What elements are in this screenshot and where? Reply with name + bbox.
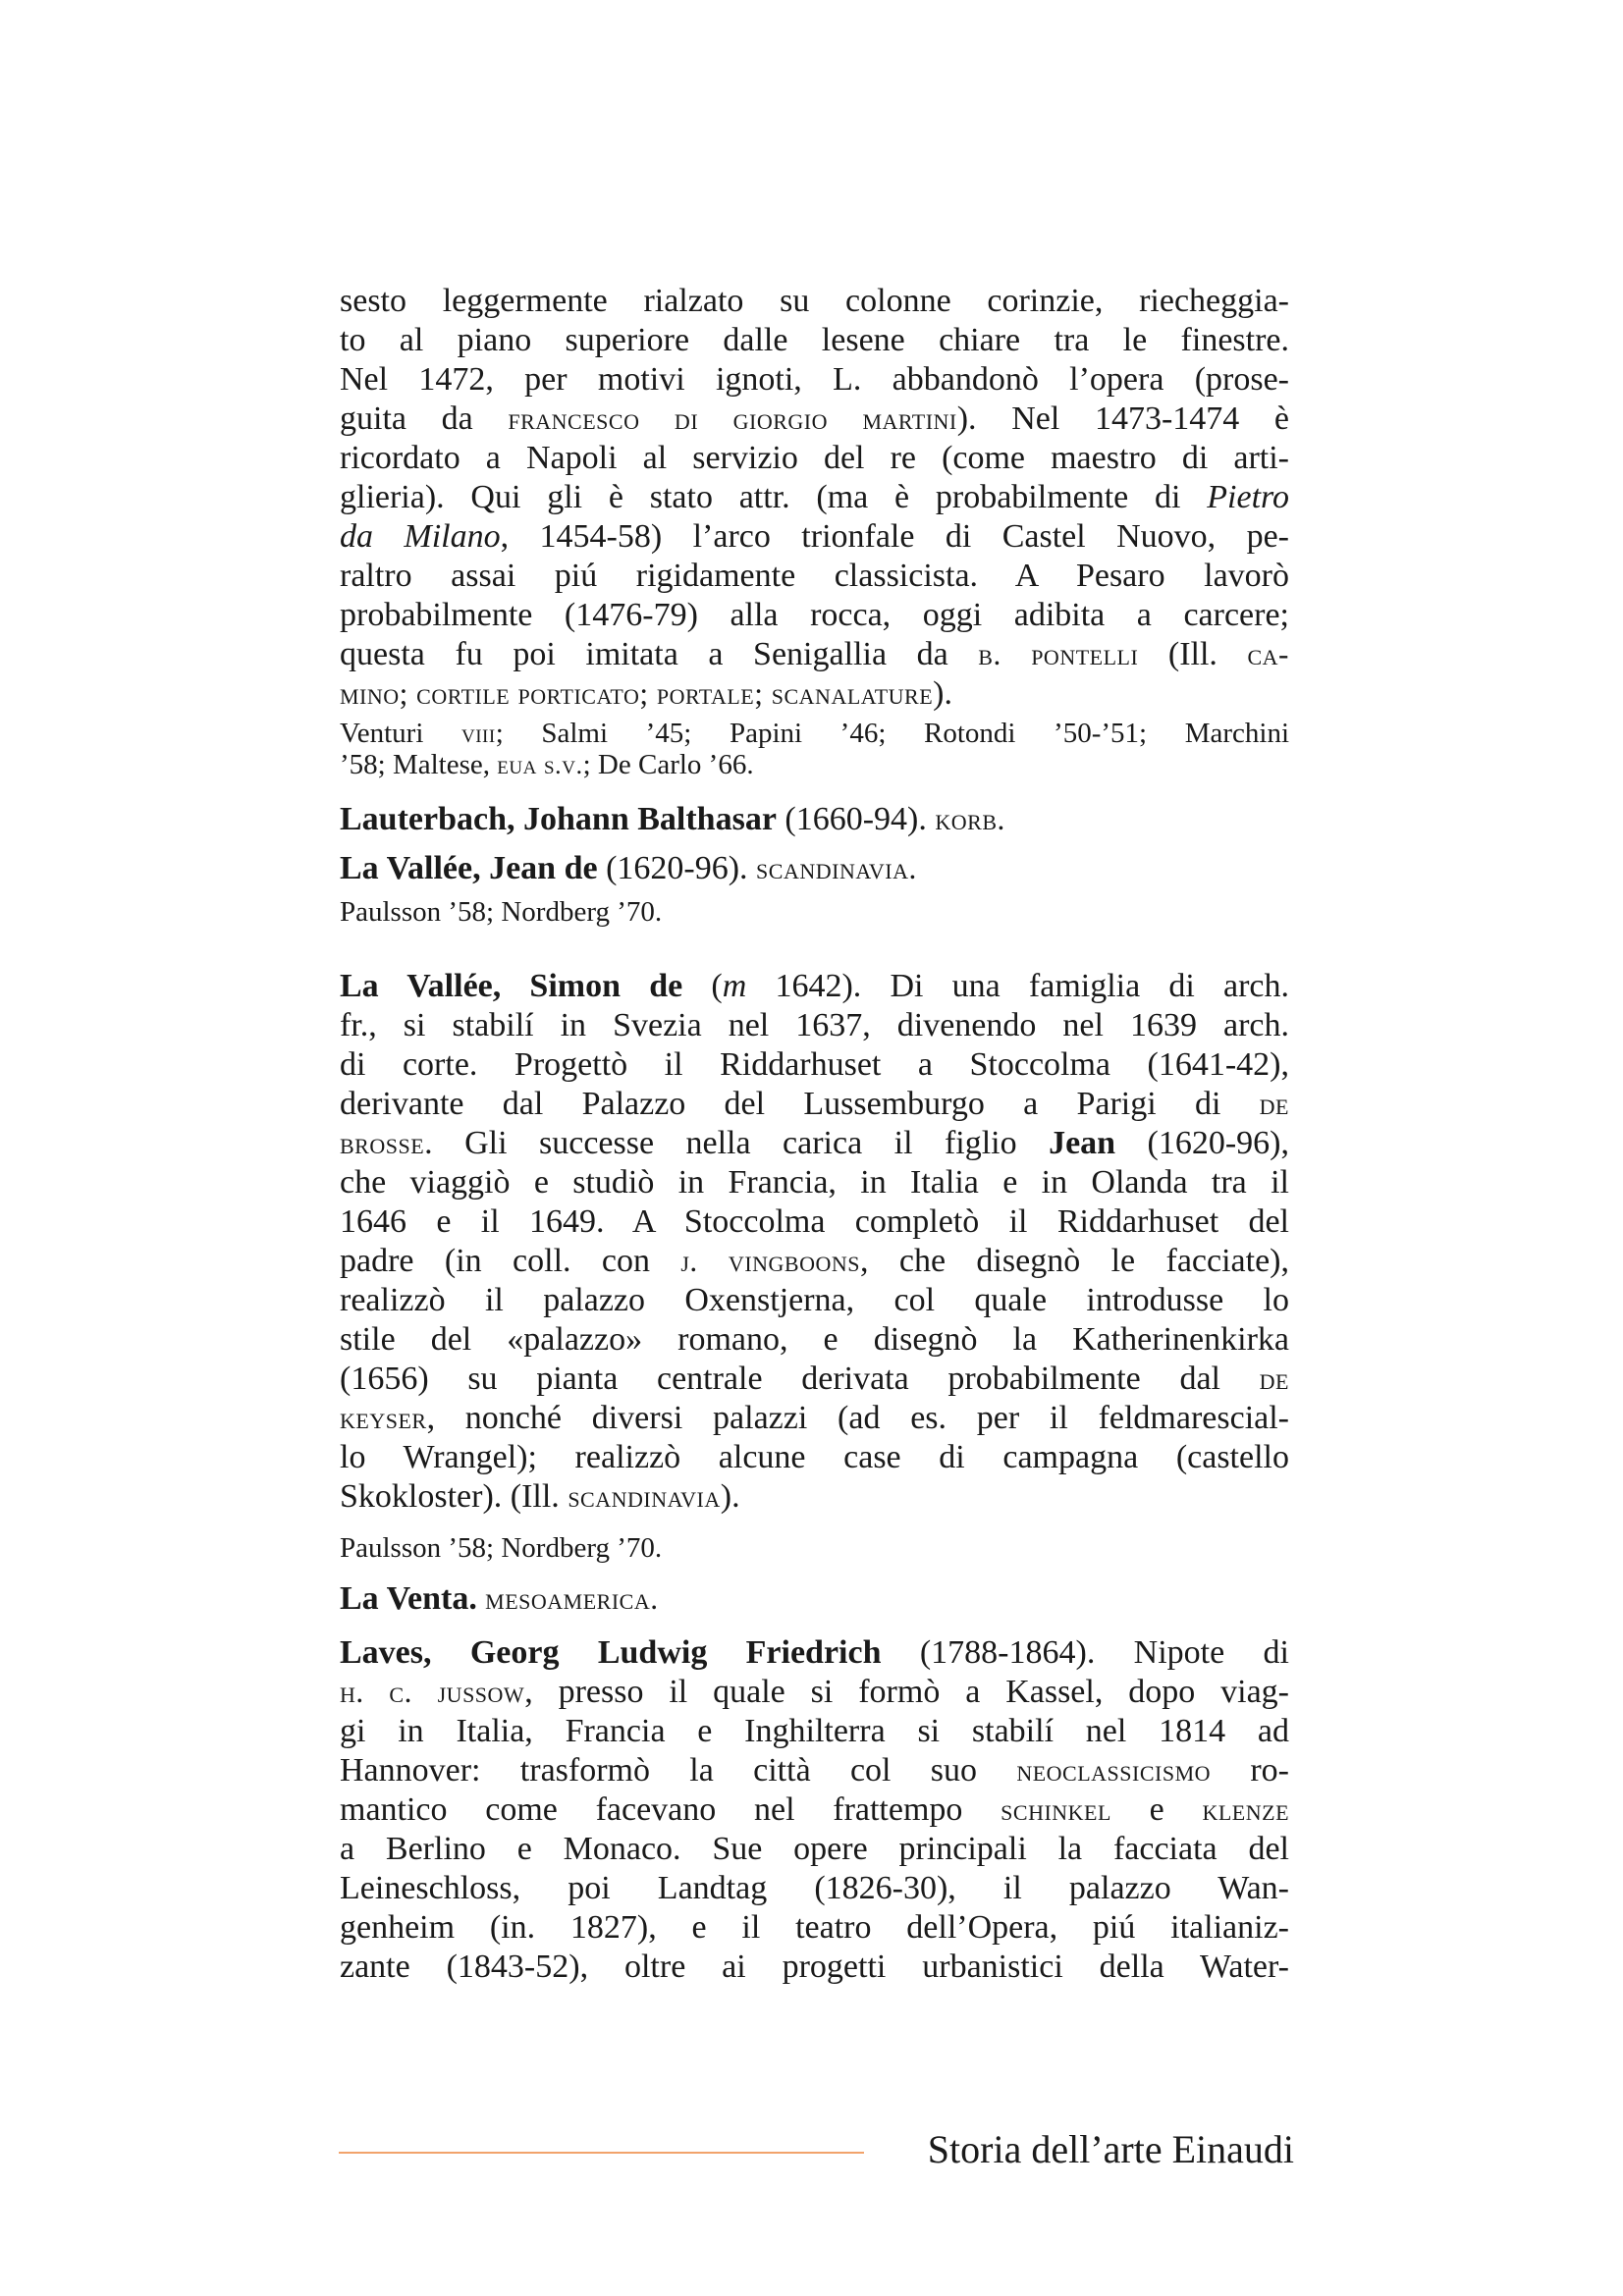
text-line: realizzò il palazzo Oxenstjerna, col quale introdusse lo [340, 1282, 1289, 1318]
bibliography-line: Venturi viii; Salmi ’45; Papini ’46; Rotondi ’50-’51; Marchini [340, 718, 1289, 749]
cross-reference[interactable]: neoclassicismo [1016, 1753, 1212, 1788]
text-line: questa fu poi imitata a Senigallia da b. pontelli (Ill. ca- [340, 636, 1289, 672]
text-line: Hannover: trasformò la città col suo neoclassicismo ro- [340, 1752, 1289, 1789]
cross-reference[interactable]: schinkel [1001, 1792, 1111, 1827]
text-line: brosse. Gli successe nella carica il figlio Jean (1620-96), [340, 1125, 1289, 1161]
entry-title: Laves, Georg Ludwig Friedrich [340, 1634, 882, 1671]
cross-reference[interactable]: keyser [340, 1401, 427, 1435]
text-line: che viaggiò e studiò in Francia, in Italia e in Olanda tra il [340, 1164, 1289, 1201]
cross-reference[interactable]: scandinavia [568, 1479, 721, 1514]
cross-reference[interactable]: b. pontelli [978, 637, 1139, 671]
text-line: di corte. Progettò il Riddarhuset a Stoccolma (1641-42), [340, 1046, 1289, 1083]
text-line: keyser, nonché diversi palazzi (ad es. per il feldmarescial- [340, 1400, 1289, 1436]
cross-reference[interactable]: de [1259, 1362, 1289, 1396]
text-line: stile del «palazzo» romano, e disegnò la Katherinenkirka [340, 1321, 1289, 1358]
text-line: to al piano superiore dalle lesene chiare tra le finestre. [340, 322, 1289, 358]
text-line: (1656) su pianta centrale derivata probabilmente dal de [340, 1361, 1289, 1397]
text-line: zante (1843-52), oltre ai progetti urbanistici della Water- [340, 1949, 1289, 1985]
cross-reference[interactable]: scandinavia. [756, 851, 917, 885]
text-line: derivante dal Palazzo del Lussemburgo a Parigi di de [340, 1086, 1289, 1122]
text-line: Skokloster). (Ill. scandinavia). [340, 1478, 740, 1515]
cross-reference[interactable]: mino; cortile porticato; portale; scanalature [340, 676, 934, 711]
text-line: fr., si stabilí in Svezia nel 1637, divenendo nel 1639 arch. [340, 1007, 1289, 1043]
text-line: 1646 e il 1649. A Stoccolma completò il Riddarhuset del [340, 1203, 1289, 1240]
cross-reference[interactable]: h. c. jussow [340, 1675, 525, 1709]
text-line: mino; cortile porticato; portale; scanalature). [340, 675, 952, 712]
cross-reference[interactable]: klenze [1202, 1792, 1289, 1827]
entry-title: La Vallée, Simon de [340, 968, 683, 1004]
text-line: mantico come facevano nel frattempo schinkel e klenze [340, 1791, 1289, 1828]
cross-reference[interactable]: ca- [1247, 637, 1289, 671]
text-line: ricordato a Napoli al servizio del re (come maestro di arti- [340, 440, 1289, 476]
bibliography-line: ’58; Maltese, eua s.v.; De Carlo ’66. [340, 749, 754, 780]
cross-reference[interactable]: mesoamerica. [476, 1581, 659, 1616]
entry-heading: Laves, Georg Ludwig Friedrich (1788-1864). Nipote di [340, 1634, 1289, 1671]
cross-reference[interactable]: j. vingboons [680, 1244, 860, 1278]
text-line: padre (in coll. con j. vingboons, che disegnò le facciate), [340, 1243, 1289, 1279]
cross-reference[interactable]: de [1259, 1087, 1289, 1121]
bibliography-line: Paulsson ’58; Nordberg ’70. [340, 1532, 663, 1564]
text-line: Leineschloss, poi Landtag (1826-30), il palazzo Wan- [340, 1870, 1289, 1906]
text-line: raltro assai piú rigidamente classicista. A Pesaro lavorò [340, 558, 1289, 594]
text-line: da Milano, 1454-58) l’arco trionfale di Castel Nuovo, pe- [340, 518, 1289, 555]
entry-heading: Lauterbach, Johann Balthasar (1660-94). korb. [340, 801, 1005, 837]
entry-title: Lauterbach, Johann Balthasar [340, 801, 777, 837]
cross-reference[interactable]: brosse [340, 1126, 425, 1160]
text-line: h. c. jussow, presso il quale si formò a Kassel, dopo viag- [340, 1674, 1289, 1710]
entry-title: La Venta. [340, 1580, 477, 1617]
text-line: sesto leggermente rialzato su colonne corinzie, riecheggia- [340, 283, 1289, 319]
text-line: gi in Italia, Francia e Inghilterra si stabilí nel 1814 ad [340, 1713, 1289, 1749]
text-line: guita da francesco di giorgio martini). Nel 1473-1474 è [340, 400, 1289, 437]
cross-reference[interactable]: francesco di giorgio martini [508, 401, 957, 436]
footer-title: Storia dell’arte Einaudi [927, 2127, 1294, 2171]
text-line: lo Wrangel); realizzò alcune case di campagna (castello [340, 1439, 1289, 1475]
text-line: Nel 1472, per motivi ignoti, L. abbandonò l’opera (prose- [340, 361, 1289, 398]
entry-heading: La Vallée, Jean de (1620-96). scandinavia. [340, 850, 917, 886]
entry-title: La Vallée, Jean de [340, 850, 598, 886]
text-line: probabilmente (1476-79) alla rocca, oggi adibita a carcere; [340, 597, 1289, 633]
entry-heading [340, 1579, 1289, 1619]
cross-reference[interactable]: korb. [935, 802, 1005, 836]
entry-heading: La Vallée, Simon de (m 1642). Di una famiglia di arch. [340, 968, 1289, 1004]
bibliography-line: Paulsson ’58; Nordberg ’70. [340, 896, 663, 928]
footer-rule [339, 2152, 864, 2154]
text-line: genheim (in. 1827), e il teatro dell’Opera, piú italianiz- [340, 1909, 1289, 1946]
text-line: glieria). Qui gli è stato attr. (ma è probabilmente di Pietro [340, 479, 1289, 515]
text-line: a Berlino e Monaco. Sue opere principali la facciata del [340, 1831, 1289, 1867]
